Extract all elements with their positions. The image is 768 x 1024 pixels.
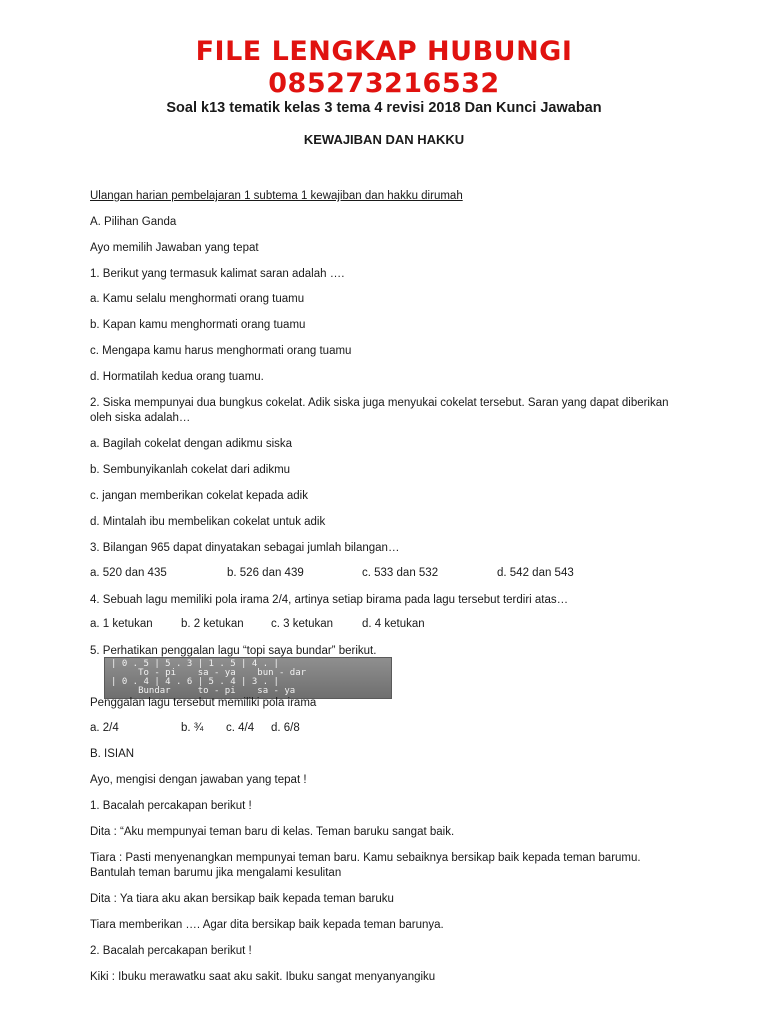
part-b-title: B. ISIAN xyxy=(90,748,135,760)
q1-question: 1. Berikut yang termasuk kalimat saran adalah …. xyxy=(90,268,345,280)
isian1-line-3: Dita : Ya tiara aku akan bersikap baik kepada teman baruku xyxy=(90,893,394,905)
song-notation-image xyxy=(104,657,392,699)
q5-option-d: d. 6/8 xyxy=(271,722,300,734)
section-title: Ulangan harian pembelajaran 1 subtema 1 kewajiban dan hakku dirumah xyxy=(90,190,463,202)
q4-option-c: c. 3 ketukan xyxy=(271,618,334,630)
q2-option-b: b. Sembunyikanlah cokelat dari adikmu xyxy=(90,464,291,476)
q3-option-a: a. 520 dan 435 xyxy=(90,567,167,579)
q2-option-a: a. Bagilah cokelat dengan adikmu siska xyxy=(90,438,293,450)
q5-option-c: c. 4/4 xyxy=(226,722,255,734)
part-b-instruction: Ayo, mengisi dengan jawaban yang tepat ! xyxy=(90,774,307,786)
promo-phone-number: 085273216532 xyxy=(268,68,500,99)
document-subtitle: Soal k13 tematik kelas 3 tema 4 revisi 2018 Dan Kunci Jawaban xyxy=(166,100,602,116)
q1-option-a: a. Kamu selalu menghormati orang tuamu xyxy=(90,293,305,305)
q4-option-a: a. 1 ketukan xyxy=(90,618,153,630)
q4-question: 4. Sebuah lagu memiliki pola irama 2/4, artinya setiap birama pada lagu tersebut terdiri atas… xyxy=(90,594,569,606)
part-a-title: A. Pilihan Ganda xyxy=(90,216,177,228)
isian1-line-1: Dita : “Aku mempunyai teman baru di kelas. Teman baruku sangat baik. xyxy=(90,826,455,838)
q2-option-c: c. jangan memberikan cokelat kepada adik xyxy=(90,490,308,502)
isian2-title: 2. Bacalah percakapan berikut ! xyxy=(90,945,252,957)
q2-option-d: d. Mintalah ibu membelikan cokelat untuk adik xyxy=(90,516,326,528)
q5-option-a: a. 2/4 xyxy=(90,722,119,734)
isian1-line-4: Tiara memberikan …. Agar dita bersikap baik kepada teman barunya. xyxy=(90,919,444,931)
q5-prompt: Penggalan lagu tersebut memiliki pola irama xyxy=(90,697,317,709)
q3-question: 3. Bilangan 965 dapat dinyatakan sebagai jumlah bilangan… xyxy=(90,542,400,554)
notation-row-2: To - pi sa - ya bun - dar xyxy=(111,668,307,678)
q1-option-c: c. Mengapa kamu harus menghormati orang tuamu xyxy=(90,345,352,357)
q4-option-b: b. 2 ketukan xyxy=(181,618,244,630)
q1-option-d: d. Hormatilah kedua orang tuamu. xyxy=(90,371,264,383)
notation-row-1: | 0 . 5 | 5 . 3 | 1 . 5 | 4 . | xyxy=(111,659,279,669)
q5-question: 5. Perhatikan penggalan lagu “topi saya bundar” berikut. xyxy=(90,645,377,657)
notation-row-4: Bundar to - pi sa - ya xyxy=(111,686,296,696)
document-heading: KEWAJIBAN DAN HAKKU xyxy=(303,132,465,147)
isian1-title: 1. Bacalah percakapan berikut ! xyxy=(90,800,252,812)
q1-option-b: b. Kapan kamu menghormati orang tuamu xyxy=(90,319,306,331)
q3-option-b: b. 526 dan 439 xyxy=(227,567,304,579)
q2-question: 2. Siska mempunyai dua bungkus cokelat. Adik siska juga menyukai cokelat tersebut. Saran yang dapat diberikan oleh siska adalah… xyxy=(90,397,669,424)
isian1-line-2: Tiara : Pasti menyenangkan mempunyai teman baru. Kamu sebaiknya bersikap baik kepada teman barumu. Bantulah teman barumu jika mengalami kesulitan xyxy=(90,852,641,879)
promo-line-1: FILE LENGKAP HUBUNGI xyxy=(195,36,573,67)
part-a-instruction: Ayo memilih Jawaban yang tepat xyxy=(90,242,259,254)
q5-option-b: b. ¾ xyxy=(181,722,204,734)
q3-option-d: d. 542 dan 543 xyxy=(497,567,574,579)
notation-row-3: | 0 . 4 | 4 . 6 | 5 . 4 | 3 . | xyxy=(111,677,279,687)
q4-option-d: d. 4 ketukan xyxy=(362,618,425,630)
isian2-line-1: Kiki : Ibuku merawatku saat aku sakit. Ibuku sangat menyanyangiku xyxy=(90,971,436,983)
q3-option-c: c. 533 dan 532 xyxy=(362,567,439,579)
